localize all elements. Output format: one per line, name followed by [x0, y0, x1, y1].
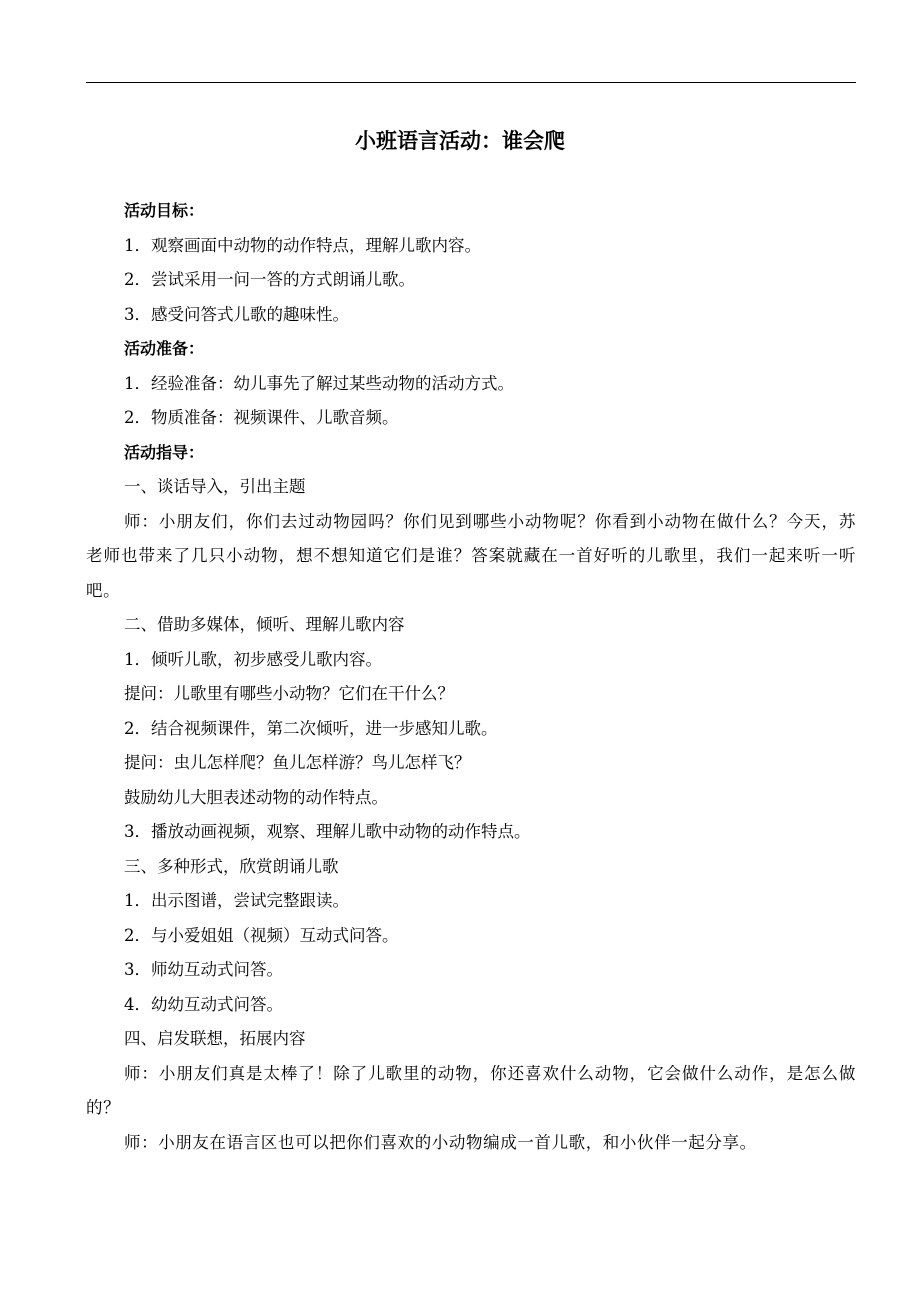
list-item: 提问：虫儿怎样爬？鱼儿怎样游？鸟儿怎样飞？ [124, 753, 471, 772]
prep-heading: 活动准备： [124, 339, 205, 358]
list-item: 提问：儿歌里有哪些小动物？它们在干什么？ [124, 684, 454, 703]
section-title: 四、启发联想，拓展内容 [124, 1029, 306, 1048]
list-item: 3．播放动画视频，观察、理解儿歌中动物的动作特点。 [124, 822, 531, 841]
goal-item: 3．感受问答式儿歌的趣味性。 [124, 304, 349, 324]
goal-item: 1．观察画面中动物的动作特点，理解儿歌内容。 [124, 235, 481, 255]
list-item: 1．出示图谱，尝试完整跟读。 [124, 891, 349, 910]
document-body [86, 194, 856, 1160]
header-rule [86, 82, 856, 83]
guide-heading: 活动指导： [124, 442, 205, 462]
section-title: 二、借助多媒体，倾听、理解儿歌内容 [124, 615, 405, 634]
paragraph: 师：小朋友们，你们去过动物园吗？你们见到哪些小动物呢？你看到小动物在做什么？今天，苏老师也带来了几只小动物，想不想知道它们是谁？答案就藏在一首好听的儿歌里，我们一起来听一听吧。 [86, 511, 856, 600]
document-title: 小班语言活动：谁会爬 [355, 129, 565, 153]
list-item: 2．结合视频课件，第二次倾听，进一步感知儿歌。 [124, 718, 498, 738]
goal-item: 2．尝试采用一问一答的方式朗诵儿歌。 [124, 270, 415, 289]
list-item: 4．幼幼互动式问答。 [124, 994, 283, 1014]
paragraph: 师：小朋友们真是太棒了！除了儿歌里的动物，你还喜欢什么动物，它会做什么动作，是怎么做的？ [86, 1063, 856, 1117]
list-item: 1．倾听儿歌，初步感受儿歌内容。 [124, 649, 382, 669]
list-item: 鼓励幼儿大胆表述动物的动作特点。 [124, 787, 388, 807]
list-item: 2．与小爱姐姐（视频）互动式问答。 [124, 925, 399, 945]
goals-heading: 活动目标： [124, 201, 205, 220]
section-title: 三、多种形式，欣赏朗诵儿歌 [124, 856, 339, 876]
prep-item: 1．经验准备：幼儿事先了解过某些动物的活动方式。 [124, 373, 514, 393]
paragraph: 师：小朋友在语言区也可以把你们喜欢的小动物编成一首儿歌，和小伙伴一起分享。 [124, 1132, 757, 1152]
list-item: 3．师幼互动式问答。 [124, 960, 283, 979]
prep-item: 2．物质准备：视频课件、儿歌音频。 [124, 408, 399, 427]
section-title: 一、谈话导入，引出主题 [124, 477, 306, 496]
